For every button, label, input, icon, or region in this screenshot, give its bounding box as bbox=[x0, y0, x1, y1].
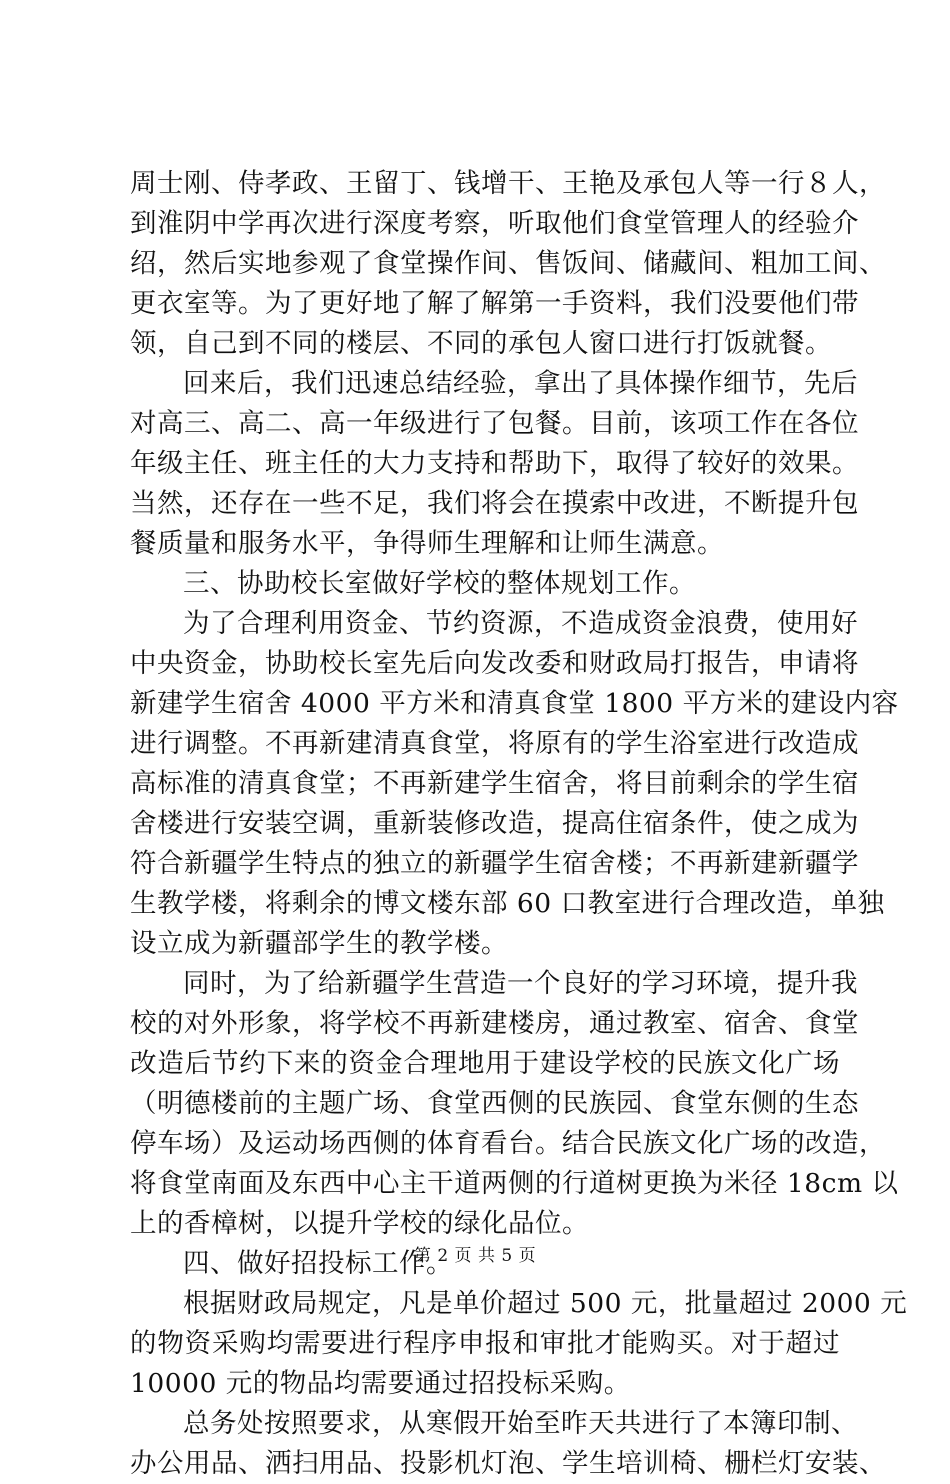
text-line: 总务处按照要求，从寒假开始至昨天共进行了本簿印制、 bbox=[183, 1408, 858, 1439]
text-line: 的物资采购均需要进行程序申报和审批才能购买。对于超过 bbox=[130, 1328, 840, 1359]
page-footer: 第 2 页 共 5 页 bbox=[413, 1246, 537, 1266]
text-line: （明德楼前的主题广场、食堂西侧的民族园、食堂东侧的生态 bbox=[130, 1088, 859, 1119]
text-line: 上的香樟树，以提升学校的绿化品位。 bbox=[130, 1208, 589, 1239]
text-line: 绍，然后实地参观了食堂操作间、售饭间、储藏间、粗加工间、 bbox=[130, 248, 886, 279]
text-line: 回来后，我们迅速总结经验，拿出了具体操作细节，先后 bbox=[183, 368, 858, 399]
text-line: 当然，还存在一些不足，我们将会在摸索中改进，不断提升包 bbox=[130, 488, 859, 519]
text-line: 为了合理利用资金、节约资源，不造成资金浪费，使用好 bbox=[183, 608, 858, 639]
text-line: 更衣室等。为了更好地了解了解第一手资料，我们没要他们带 bbox=[130, 288, 859, 319]
text-line: 10000 元的物品均需要通过招投标采购。 bbox=[130, 1368, 631, 1399]
text-line: 中央资金，协助校长室先后向发改委和财政局打报告，申请将 bbox=[130, 648, 859, 679]
text-line: 符合新疆学生特点的独立的新疆学生宿舍楼；不再新建新疆学 bbox=[130, 848, 859, 879]
text-line: 年级主任、班主任的大力支持和帮助下，取得了较好的效果。 bbox=[130, 448, 859, 479]
text-line: 生教学楼，将剩余的博文楼东部 60 口教室进行合理改造，单独 bbox=[130, 888, 885, 919]
text-line: 舍楼进行安装空调，重新装修改造，提高住宿条件，使之成为 bbox=[130, 808, 859, 839]
text-line: 新建学生宿舍 4000 平方米和清真食堂 1800 平方米的建设内容 bbox=[130, 688, 899, 719]
text-line: 高标准的清真食堂；不再新建学生宿舍，将目前剩余的学生宿 bbox=[130, 768, 859, 799]
text-line: 停车场）及运动场西侧的体育看台。结合民族文化广场的改造， bbox=[130, 1128, 886, 1159]
text-line: 进行调整。不再新建清真食堂，将原有的学生浴室进行改造成 bbox=[130, 728, 859, 759]
text-line: 领，自己到不同的楼层、不同的承包人窗口进行打饭就餐。 bbox=[130, 328, 832, 359]
text-line: 对高三、高二、高一年级进行了包餐。目前，该项工作在各位 bbox=[130, 408, 859, 439]
document-body bbox=[130, 164, 908, 1484]
text-line: 办公用品、洒扫用品、投影机灯泡、学生培训椅、栅栏灯安装、 bbox=[130, 1448, 886, 1479]
text-line: 到淮阴中学再次进行深度考察，听取他们食堂管理人的经验介 bbox=[130, 208, 859, 239]
text-line: 三、协助校长室做好学校的整体规划工作。 bbox=[183, 568, 696, 599]
text-line: 同时，为了给新疆学生营造一个良好的学习环境，提升我 bbox=[183, 968, 858, 999]
text-line: 餐质量和服务水平，争得师生理解和让师生满意。 bbox=[130, 528, 724, 559]
text-line: 周士刚、侍孝政、王留丁、钱增干、王艳及承包人等一行８人， bbox=[130, 168, 886, 199]
text-line: 四、做好招投标工作。 bbox=[183, 1248, 453, 1279]
text-line: 根据财政局规定，凡是单价超过 500 元，批量超过 2000 元 bbox=[183, 1288, 908, 1319]
text-line: 将食堂南面及东西中心主干道两侧的行道树更换为米径 18cm 以 bbox=[130, 1168, 899, 1199]
text-line: 校的对外形象，将学校不再新建楼房，通过教室、宿舍、食堂 bbox=[130, 1008, 859, 1039]
text-line: 设立成为新疆部学生的教学楼。 bbox=[130, 928, 508, 959]
text-line: 改造后节约下来的资金合理地用于建设学校的民族文化广场 bbox=[130, 1048, 840, 1079]
